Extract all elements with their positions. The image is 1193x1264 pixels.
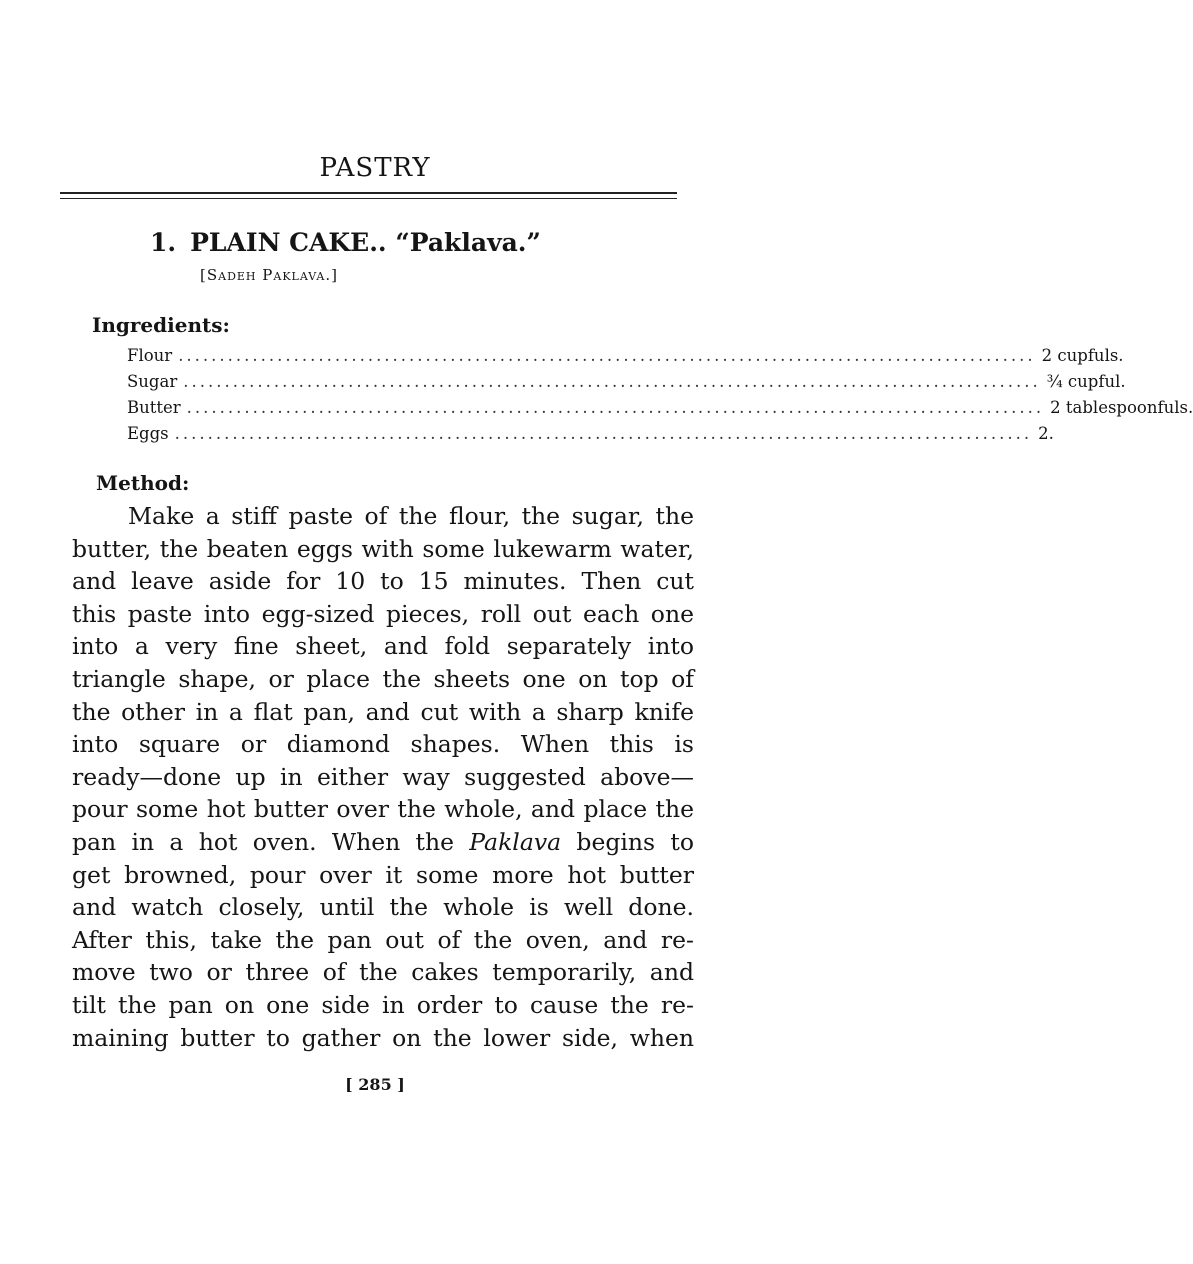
- ingredient-row: [127, 398, 1193, 424]
- method-line: into a very fine sheet, and fold separately into: [72, 632, 694, 661]
- ingredient-name: Eggs: [127, 424, 169, 443]
- recipe-subtitle: [Sadeh Paklava.]: [200, 266, 338, 284]
- ingredients-list: [127, 346, 1193, 450]
- ingredient-name: Flour: [127, 346, 173, 365]
- leader-dots: ........................................................................................................: [183, 372, 1041, 391]
- method-line: this paste into egg-sized pieces, roll out each one: [72, 599, 694, 628]
- page-number: [ 285 ]: [345, 1075, 405, 1094]
- ingredient-quantity: 2.: [1038, 424, 1054, 443]
- leader-dots: ........................................................................................................: [174, 424, 1033, 443]
- recipe-name: PLAIN CAKE..: [190, 228, 387, 257]
- method-line: tilt the pan on one side in order to cause the re-: [72, 990, 694, 1019]
- method-line: Make a stiff paste of the flour, the sugar, the: [128, 502, 694, 530]
- method-line: butter, the beaten eggs with some lukewarm water,: [72, 534, 694, 563]
- header-rule-thin: [60, 198, 677, 199]
- ingredient-name: Sugar: [127, 372, 178, 391]
- method-line: pan in a hot oven. When the Paklava begins to: [72, 827, 694, 856]
- method-line: the other in a flat pan, and cut with a sharp knife: [72, 697, 694, 726]
- method-line: and watch closely, until the whole is well done.: [72, 893, 694, 922]
- method-line: After this, take the pan out of the oven, and re-: [72, 925, 694, 954]
- method-line: pour some hot butter over the whole, and place the: [72, 795, 694, 824]
- recipe-title: [150, 228, 541, 257]
- leader-dots: ........................................................................................................: [178, 346, 1036, 365]
- header-rule: [60, 192, 677, 194]
- method-line: ready—done up in either way suggested above—: [72, 762, 694, 791]
- ingredient-row: [127, 346, 1124, 372]
- ingredients-heading: Ingredients:: [92, 313, 230, 337]
- method-line: into square or diamond shapes. When this is: [72, 730, 694, 759]
- recipe-number: 1.: [150, 228, 177, 257]
- method-line: move two or three of the cakes temporarily, and: [72, 958, 694, 987]
- leader-dots: ........................................................................................................: [186, 398, 1045, 417]
- ingredient-name: Butter: [127, 398, 181, 417]
- italic-word: Paklava: [469, 827, 562, 856]
- method-line: get browned, pour over it some more hot butter: [72, 860, 694, 889]
- ingredient-quantity: 2 cupfuls.: [1041, 346, 1124, 365]
- method-line: and leave aside for 10 to 15 minutes. Then cut: [72, 567, 694, 596]
- ingredient-quantity: 2 tablespoonfuls.: [1050, 398, 1193, 417]
- ingredient-row: [127, 424, 1054, 450]
- method-heading: Method:: [96, 471, 190, 495]
- method-line: triangle shape, or place the sheets one on top of: [72, 664, 694, 693]
- page-header: PASTRY: [319, 153, 431, 183]
- ingredient-row: [127, 372, 1126, 398]
- method-text: [72, 500, 694, 1054]
- method-line: maining butter to gather on the lower side, when: [72, 1023, 694, 1052]
- recipe-alt-name: “Paklava.”: [395, 228, 541, 257]
- ingredient-quantity: ¾ cupful.: [1046, 372, 1126, 391]
